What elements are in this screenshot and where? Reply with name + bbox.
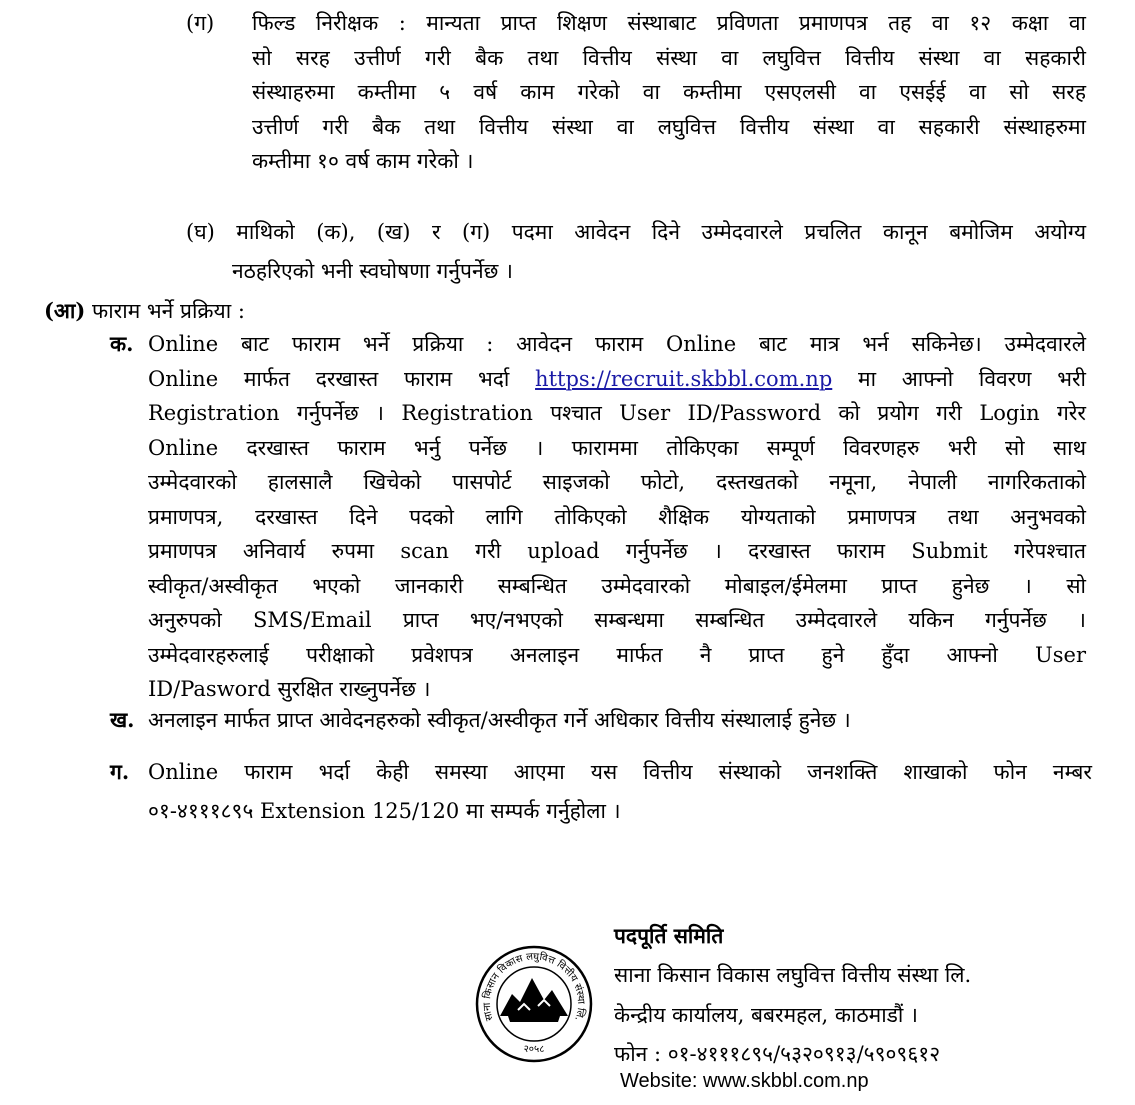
item-ka-line: प्रमाणपत्र अनिवार्य रुपमा scan गरी upload गर्नुपर्नेछ । दरखास्त फाराम Submit गरेपश्चात — [148, 539, 1086, 563]
item-ga-paragraph — [148, 755, 1092, 790]
section-gh-paragraph — [186, 215, 1086, 250]
item-ka-line: Online दरखास्त फाराम भर्नु पर्नेछ । फाराममा तोकिएका सम्पूर्ण विवरणहरु भरी सो साथ — [148, 435, 1086, 460]
section-g-line: कम्तीमा १० वर्ष काम गरेको । — [252, 149, 474, 173]
item-ka-marker: क. — [110, 331, 134, 356]
item-ka-line: अनुरुपको SMS/Email प्राप्त भए/नभएको सम्बन्धमा सम्बन्धित उम्मेदवारले यकिन गर्नुपर्नेछ । — [148, 608, 1086, 632]
office-address: केन्द्रीय कार्यालय, बबरमहल, काठमाडौं । — [614, 1003, 918, 1027]
item-ka-line: Online बाट फाराम भर्ने प्रक्रिया : आवेदन फाराम Online बाट मात्र भर्न सकिनेछ। उम्मेदवारले — [148, 332, 1086, 356]
item-ka-line2-before: Online मार्फत दरखास्त फाराम भर्दा — [148, 366, 510, 391]
organization-name: साना किसान विकास लघुवित्त वित्तीय संस्था लि. — [614, 963, 972, 987]
seal-text: साना किसान विकास लघुवित्त वित्तीय संस्था लि. — [481, 951, 587, 1023]
item-ga-line2: ०१-४१११८९५ Extension 125/120 मा सम्पर्क गर्नुहोला । — [148, 799, 621, 823]
section-g-line: सो सरह उत्तीर्ण गरी बैक तथा वित्तीय संस्था वा लघुवित्त वित्तीय संस्था वा सहकारी — [252, 45, 1086, 70]
item-ga-marker: ग. — [110, 759, 130, 784]
section-gh-line2: नठहरिएको भनी स्वघोषणा गर्नुपर्नेछ । — [232, 259, 513, 283]
seal-year: २०५८ — [523, 1044, 545, 1055]
section-aa-marker: (आ) — [44, 298, 86, 323]
section-g-line: फिल्ड निरीक्षक : मान्यता प्राप्त शिक्षण संस्थाबाट प्रविणता प्रमाणपत्र तह वा १२ कक्षा वा — [252, 11, 1086, 35]
section-g-line: संस्थाहरुमा कम्तीमा ५ वर्ष काम गरेको वा कम्तीमा एसएलसी वा एसईई वा सो सरह — [252, 80, 1086, 104]
section-g-marker: (ग) — [186, 11, 215, 35]
item-ka-line: ID/Pasword सुरक्षित राख्नुपर्नेछ । — [148, 677, 431, 701]
item-ka-line: प्रमाणपत्र, दरखास्त दिने पदको लागि तोकिएको शैक्षिक योग्यताको प्रमाणपत्र तथा अनुभवको — [148, 504, 1086, 529]
item-kha-marker: ख. — [110, 707, 135, 732]
section-g-line: उत्तीर्ण गरी बैक तथा वित्तीय संस्था वा लघुवित्त वित्तीय संस्था वा सहकारी संस्थाहरुमा — [252, 114, 1086, 139]
item-kha-text: अनलाइन मार्फत प्राप्त आवेदनहरुको स्वीकृत/अस्वीकृत गर्ने अधिकार वित्तीय संस्थालाई हुनेछ । — [148, 708, 851, 732]
item-ka-paragraph — [148, 327, 1086, 707]
section-aa-title: फाराम भर्ने प्रक्रिया : — [92, 299, 245, 323]
phone-numbers: फोन : ०१-४१११८९५/५३२०९१३/५९०९६१२ — [614, 1042, 941, 1066]
website: Website: www.skbbl.com.np — [620, 1070, 869, 1092]
item-ga-line: Online फाराम भर्दा केही समस्या आएमा यस वित्तीय संस्थाको जनशक्ति शाखाको फोन नम्बर — [148, 760, 1092, 784]
section-gh-line: (घ) माथिको (क), (ख) र (ग) पदमा आवेदन दिने उम्मेदवारले प्रचलित कानून बमोजिम अयोग्य — [186, 220, 1086, 244]
item-ka-line2-after: मा आफ्नो विवरण भरी — [858, 366, 1086, 391]
section-aa-heading — [44, 294, 245, 329]
recruit-link[interactable]: https://recruit.skbbl.com.np — [535, 366, 833, 391]
item-ka-line: उम्मेदवारको हालसालै खिचेको पासपोर्ट साइजको फोटो, दस्तखतको नमूना, नेपाली नागरिकताको — [148, 470, 1086, 494]
organization-seal — [474, 944, 594, 1064]
item-ka-line: Registration गर्नुपर्नेछ । Registration पश्चात User ID/Password को प्रयोग गरी Login गरेर — [148, 401, 1086, 425]
item-ka-line: उम्मेदवारहरुलाई परीक्षाको प्रवेशपत्र अनलाइन मार्फत नै प्राप्त हुने हुँदा आफ्नो User — [148, 642, 1086, 667]
committee-name: पदपूर्ति समिति — [614, 923, 724, 948]
item-ka-line: स्वीकृत/अस्वीकृत भएको जानकारी सम्बन्धित उम्मेदवारको मोबाइल/ईमेलमा प्राप्त हुनेछ । सो — [148, 573, 1086, 598]
item-ka-line-with-link — [148, 362, 1086, 397]
section-g-paragraph — [252, 6, 1086, 179]
